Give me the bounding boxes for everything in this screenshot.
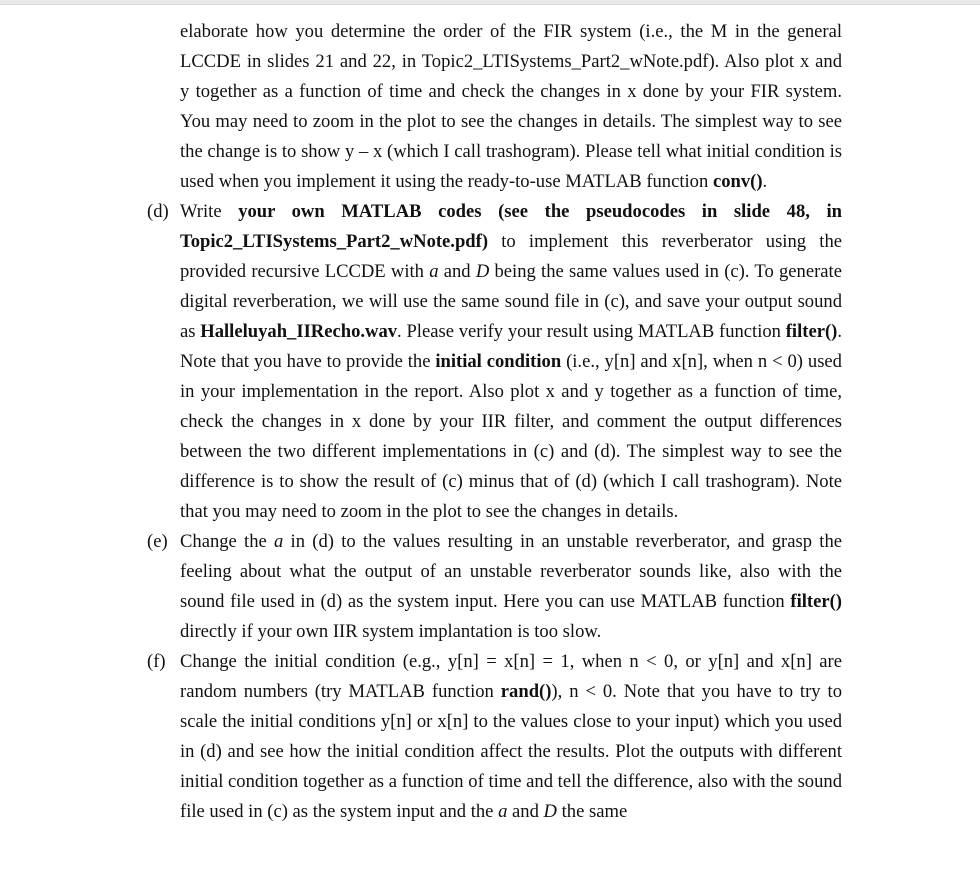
conv-function-name: conv() [712, 171, 763, 192]
item-f [147, 647, 842, 827]
item-d-text: being the same values used in (c). To generate digital reverberation, we will use the same sound file in (c), and save your output sound as [180, 261, 842, 342]
variable-d: D [543, 801, 557, 822]
item-f-marker: (f) [147, 651, 166, 672]
item-e-text: directly if your own IIR system implantation is too slow. [180, 621, 602, 642]
variable-a: a [498, 801, 508, 822]
variable-a: a [429, 261, 439, 282]
item-d-text: Write [180, 201, 239, 222]
filter-function-name: filter() [790, 591, 842, 612]
item-c-text: elaborate how you determine the order of the FIR system (i.e., the M in the general LCCDE in slides 21 and 22, in Topic2_LTISystems_Part2_wNote.pdf). Also plot x and y together as a function of time and check the changes in x done by your FIR system. You may need to zoom in the plot to see the changes in details. The simplest way to see the change is to show y – x (which I call trashogram). Please tell what initial condition is used when you implement it using the ready-to-use MATLAB function [180, 21, 842, 192]
item-d-marker: (d) [147, 201, 169, 222]
item-f-text: and [507, 801, 544, 822]
document-page [0, 17, 980, 827]
viewer-top-border [0, 0, 980, 5]
item-e-text: Change the [180, 531, 275, 552]
item-d-paragraph [180, 197, 842, 527]
item-c-continuation [180, 17, 842, 197]
item-f-text: the same [556, 801, 628, 822]
item-d [147, 197, 842, 527]
rand-function-name: rand() [500, 681, 552, 702]
item-e [147, 527, 842, 647]
item-c-text-end: . [762, 171, 768, 192]
output-filename: Halleluyah_IIRecho.wav [200, 321, 398, 342]
item-f-text: ), n < 0. Note that you have to try to scale the initial conditions y[n] or x[n] to the values close to your input) which you used in (d) and see how the initial condition affect the results. Plot the outputs with different initial condition together as a function of time and tell the difference, also with the sound file used in (c) as the system input and the [180, 681, 842, 822]
item-f-text: Change the initial condition (e.g., y[n] = x[n] = 1, when n < 0, or y[n] and x[n] are random numbers (try MATLAB function [180, 651, 842, 702]
item-e-paragraph [180, 527, 842, 647]
item-f-paragraph [180, 647, 842, 827]
filter-function-name: filter() [785, 321, 838, 342]
own-matlab-codes-emphasis: your own MATLAB codes (see the pseudocodes in slide 48, in Topic2_LTISystems_Part2_wNote.pdf) [180, 201, 842, 252]
item-d-text: to implement this reverberator using the provided recursive LCCDE with [180, 231, 842, 282]
initial-condition-emphasis: initial condition [435, 351, 562, 372]
item-d-text: . Please verify your result using MATLAB function [397, 321, 786, 342]
item-c-paragraph [180, 17, 842, 197]
variable-d: D [475, 261, 490, 282]
item-e-text: in (d) to the values resulting in an unstable reverberator, and grasp the feeling about what the output of an unstable reverberator sounds like, also with the sound file used in (d) as the system input. Here you can use MATLAB function [180, 531, 842, 612]
variable-a: a [274, 531, 284, 552]
item-d-text: (i.e., y[n] and x[n], when n < 0) used in your implementation in the report. Also plot x and y together as a function of time, check the changes in x done by your IIR filter, and comment the output differences between the two different implementations in (c) and (d). The simplest way to see the difference is to show the result of (c) minus that of (d) (which I call trashogram). Note that you may need to zoom in the plot to see the changes in details. [180, 351, 842, 522]
item-d-text: . Note that you have to provide the [180, 321, 842, 372]
item-e-marker: (e) [147, 531, 168, 552]
item-d-text: and [438, 261, 476, 282]
